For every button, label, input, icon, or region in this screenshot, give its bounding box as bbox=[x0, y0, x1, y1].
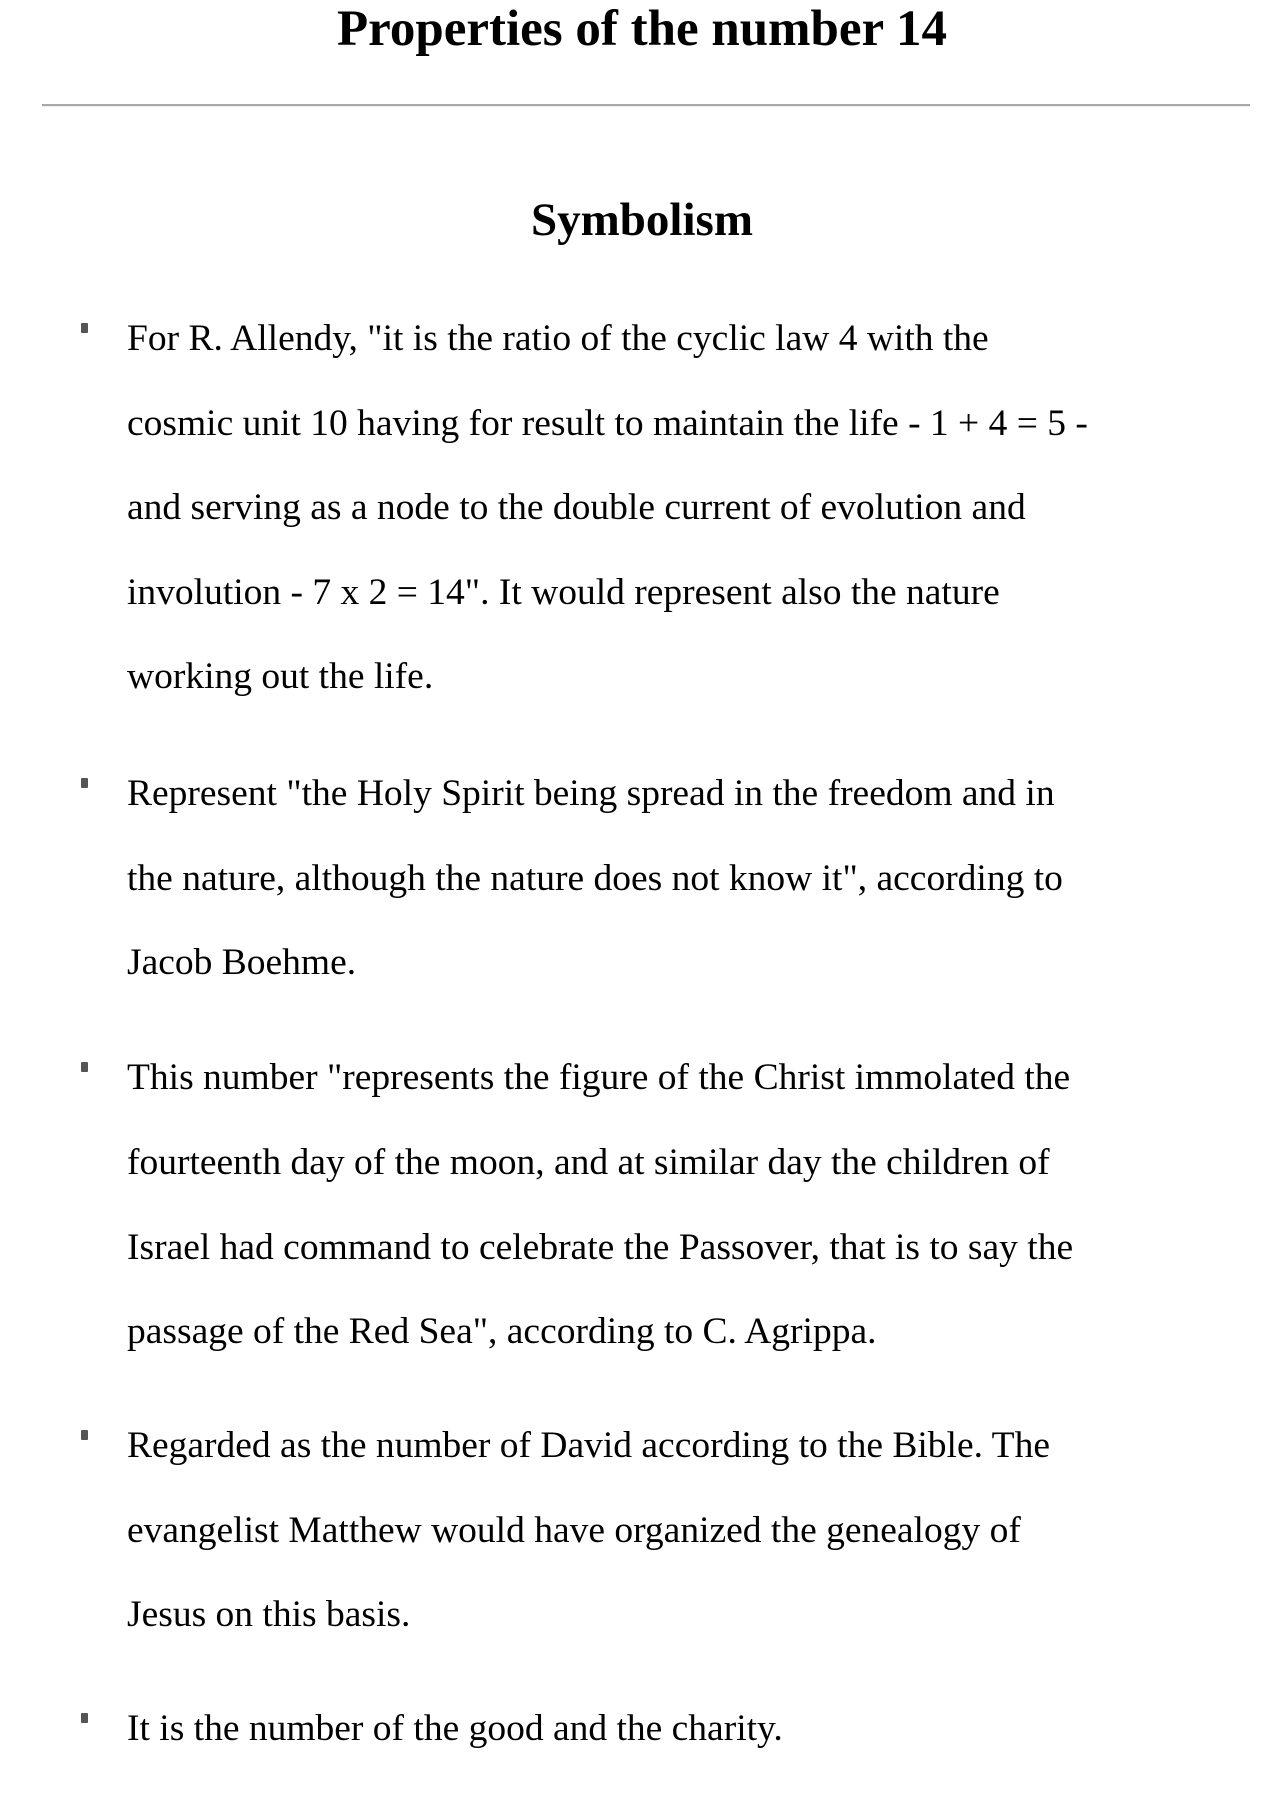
square-bullet-icon bbox=[81, 778, 88, 788]
list-item-text-line: Regarded as the number of David according to the Bible. The bbox=[127, 1425, 1050, 1466]
page-title: Properties of the number 14 bbox=[336, 1, 948, 57]
square-bullet-icon bbox=[81, 1713, 88, 1723]
list-item-text-line: Israel had command to celebrate the Passover, that is to say the bbox=[127, 1227, 1074, 1268]
square-bullet-icon bbox=[81, 1062, 88, 1072]
list-item-text-line: involution - 7 x 2 = 14". It would represent also the nature bbox=[127, 572, 1000, 613]
list-item-text-line: working out the life. bbox=[127, 656, 434, 697]
section-heading: Symbolism bbox=[531, 194, 753, 246]
list-item-text-line: passage of the Red Sea", according to C. Agrippa. bbox=[127, 1311, 877, 1352]
square-bullet-icon bbox=[81, 1430, 88, 1440]
list-item-text-line: the nature, although the nature does not know it", according to bbox=[127, 858, 1063, 899]
horizontal-rule bbox=[42, 104, 1250, 107]
list-item-text-line: and serving as a node to the double current of evolution and bbox=[127, 487, 1026, 528]
list-item-text-line: For R. Allendy, "it is the ratio of the cyclic law 4 with the bbox=[127, 318, 989, 359]
list-item-text-line: cosmic unit 10 having for result to maintain the life - 1 + 4 = 5 - bbox=[127, 403, 1088, 444]
list-item-text-line: This number "represents the figure of the Christ immolated the bbox=[127, 1057, 1071, 1098]
list-item-text-line: Jesus on this basis. bbox=[127, 1594, 411, 1635]
square-bullet-icon bbox=[81, 323, 88, 333]
list-item-text-line: It is the number of the good and the charity. bbox=[127, 1708, 783, 1749]
list-item-text-line: evangelist Matthew would have organized the genealogy of bbox=[127, 1510, 1021, 1551]
list-item-text-line: Represent "the Holy Spirit being spread in the freedom and in bbox=[127, 773, 1055, 814]
list-item-text-line: fourteenth day of the moon, and at similar day the children of bbox=[127, 1142, 1050, 1183]
list-item-text-line: Jacob Boehme. bbox=[127, 942, 357, 983]
